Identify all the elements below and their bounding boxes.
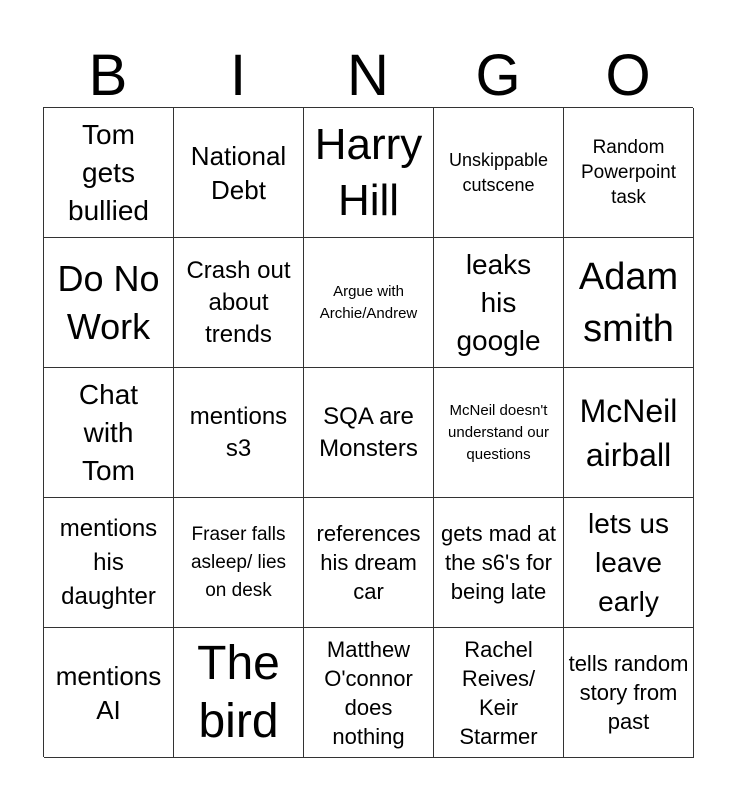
cell-text: Random Powerpoint task xyxy=(580,137,677,208)
cell-text: Unskippable cutscene xyxy=(448,149,549,195)
bingo-header xyxy=(43,40,693,108)
cell-text: Matthew O'connor does nothing xyxy=(324,636,413,749)
bingo-cell[interactable] xyxy=(44,368,174,498)
bingo-cell[interactable] xyxy=(434,238,564,368)
cell-text: Crash out about trends xyxy=(186,256,291,348)
bingo-cell[interactable] xyxy=(434,628,564,758)
cell-text: mentions his daughter xyxy=(59,514,158,610)
cell-text: Harry Hill xyxy=(314,119,423,225)
bingo-cell[interactable] xyxy=(564,108,694,238)
bingo-cell[interactable] xyxy=(304,368,434,498)
cell-text: Argue with Archie/Andrew xyxy=(319,282,418,322)
cell-text: McNeil doesn't understand our questions xyxy=(448,401,549,463)
bingo-cell[interactable] xyxy=(434,498,564,628)
cell-text: SQA are Monsters xyxy=(319,402,418,462)
bingo-cell[interactable] xyxy=(174,628,304,758)
cell-text: Rachel Reives/ Keir Starmer xyxy=(459,636,538,749)
cell-text: Tom gets bullied xyxy=(68,118,149,226)
bingo-cell[interactable] xyxy=(304,108,434,238)
header-letter-g: G xyxy=(475,43,521,108)
bingo-cell[interactable] xyxy=(434,368,564,498)
cell-text: leaks his google xyxy=(456,248,541,356)
cell-text: Fraser falls asleep/ lies on desk xyxy=(190,523,287,601)
cell-text: mentions AI xyxy=(55,660,162,725)
bingo-cell[interactable] xyxy=(174,108,304,238)
cell-text: Adam smith xyxy=(578,255,679,350)
bingo-cell[interactable] xyxy=(564,498,694,628)
bingo-cell[interactable] xyxy=(564,368,694,498)
cell-text: McNeil airball xyxy=(579,392,678,473)
bingo-cell[interactable] xyxy=(434,108,564,238)
header-letter-o: O xyxy=(605,43,651,108)
header-letter-b: B xyxy=(88,43,128,108)
cell-text: tells random story from past xyxy=(568,651,689,734)
cell-text: The bird xyxy=(197,636,280,748)
cell-text: Do No Work xyxy=(57,257,160,347)
bingo-cell[interactable] xyxy=(44,628,174,758)
bingo-cell[interactable] xyxy=(44,238,174,368)
bingo-cell[interactable] xyxy=(174,498,304,628)
bingo-cell[interactable] xyxy=(304,238,434,368)
bingo-grid xyxy=(43,107,693,757)
bingo-cell[interactable] xyxy=(44,498,174,628)
header-letter-i: I xyxy=(229,43,247,108)
bingo-cell[interactable] xyxy=(564,238,694,368)
cell-text: references his dream car xyxy=(316,521,421,604)
bingo-cell[interactable] xyxy=(174,368,304,498)
bingo-cell[interactable] xyxy=(304,628,434,758)
bingo-cell[interactable] xyxy=(304,498,434,628)
cell-text: mentions s3 xyxy=(189,402,288,462)
bingo-cell[interactable] xyxy=(44,108,174,238)
cell-text: gets mad at the s6's for being late xyxy=(441,521,556,604)
bingo-cell[interactable] xyxy=(174,238,304,368)
cell-text: National Debt xyxy=(190,140,287,205)
cell-text: lets us leave early xyxy=(588,508,669,617)
bingo-cell[interactable] xyxy=(564,628,694,758)
cell-text: Chat with Tom xyxy=(78,378,139,486)
header-letter-n: N xyxy=(347,43,389,108)
